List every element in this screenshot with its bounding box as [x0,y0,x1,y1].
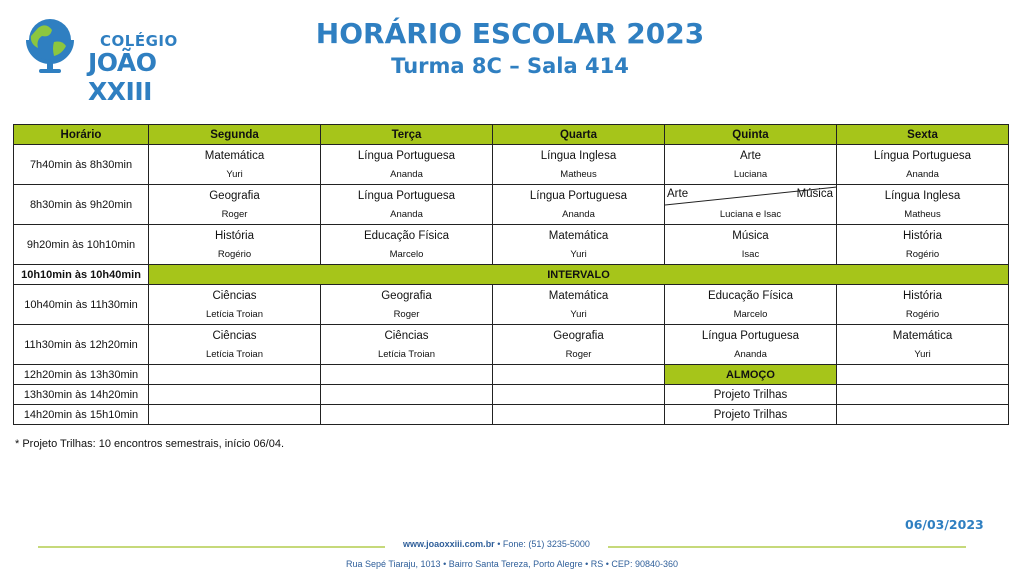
class-cell [493,185,665,225]
table-row [14,385,1009,405]
table-row [14,185,1009,225]
table-row [14,225,1009,265]
page-subtitle: Turma 8C – Sala 414 [391,54,629,78]
subject: Arte [739,150,762,162]
subject: História [903,230,942,242]
subject: Geografia [209,190,260,202]
teacher: Ananda [390,169,423,180]
teacher: Letícia Troian [205,309,264,320]
subject: Ciências [212,290,257,302]
teacher: Ananda [562,209,595,220]
header-quarta: Quarta [493,125,665,145]
empty-cell [149,405,321,425]
table-row [14,145,1009,185]
class-cell [321,225,493,265]
teacher: Marcelo [389,249,424,260]
logo-line-1: COLÉGIO [100,32,178,50]
class-cell [321,185,493,225]
time-cell: 10h40min às 11h30min [14,285,149,325]
footer-address: Rua Sepé Tiaraju, 1013 • Bairro Santa Tereza, Porto Alegre • RS • CEP: 90840-360 [346,559,678,569]
empty-cell [149,365,321,385]
class-cell [149,285,321,325]
project-cell: Projeto Trilhas [665,385,837,405]
logo-line-2: JOÃO XXIII [88,48,157,106]
header-sexta: Sexta [837,125,1009,145]
teacher: Yuri [570,249,587,260]
subject: Língua Portuguesa [873,150,972,162]
class-cell [321,325,493,365]
split-class-cell [665,185,837,225]
subject: Geografia [553,330,604,342]
subject: Matemática [204,150,265,162]
header-quinta: Quinta [665,125,837,145]
subject-right: Música [796,188,833,200]
table-row [14,405,1009,425]
teacher: Isac [741,249,760,260]
subject: Matemática [548,290,609,302]
empty-cell [837,365,1009,385]
teacher: Yuri [914,349,931,360]
footer-phone: • Fone: (51) 3235-5000 [494,539,590,549]
empty-cell [321,385,493,405]
subject: Língua Portuguesa [701,330,800,342]
teacher: Roger [393,309,420,320]
subject: Matemática [892,330,953,342]
class-cell [149,325,321,365]
teacher: Luciana [733,169,768,180]
class-cell [665,285,837,325]
class-cell [837,145,1009,185]
teacher: Roger [565,349,592,360]
empty-cell [493,405,665,425]
subject: Música [732,230,769,242]
break-label: INTERVALO [149,265,1009,285]
table-row [14,285,1009,325]
class-cell [149,185,321,225]
teacher: Yuri [226,169,243,180]
class-cell [665,225,837,265]
teacher: Marcelo [733,309,768,320]
time-cell: 8h30min às 9h20min [14,185,149,225]
teacher: Rogério [217,249,252,260]
empty-cell [837,385,1009,405]
globe-icon [20,12,84,76]
subject: Língua Inglesa [884,190,961,202]
table-row [14,365,1009,385]
teacher: Letícia Troian [377,349,436,360]
empty-cell [321,365,493,385]
subject: Educação Física [707,290,793,302]
page-header [290,16,730,80]
class-cell [321,285,493,325]
subject: Ciências [212,330,257,342]
empty-cell [149,385,321,405]
class-cell [837,285,1009,325]
class-cell [665,145,837,185]
class-cell [837,185,1009,225]
teacher: Letícia Troian [205,349,264,360]
header-segunda: Segunda [149,125,321,145]
class-cell [837,225,1009,265]
break-row [14,265,1009,285]
class-cell [665,325,837,365]
class-cell [149,225,321,265]
class-cell [493,325,665,365]
time-cell: 13h30min às 14h20min [14,385,149,405]
project-cell: Projeto Trilhas [665,405,837,425]
time-cell: 14h20min às 15h10min [14,405,149,425]
subject: Educação Física [363,230,449,242]
subject: Ciências [384,330,429,342]
school-logo [20,12,220,106]
subject: História [903,290,942,302]
document-date: 06/03/2023 [905,517,984,532]
teacher: Matheus [560,169,597,180]
subject-left: Arte [667,188,689,200]
teacher: Luciana e Isac [719,209,782,220]
class-cell [321,145,493,185]
teacher: Rogério [905,309,940,320]
teacher: Matheus [904,209,941,220]
subject: História [215,230,254,242]
teacher: Ananda [390,209,423,220]
time-cell: 12h20min às 13h30min [14,365,149,385]
lunch-label: ALMOÇO [665,365,837,385]
subject: Geografia [381,290,432,302]
time-cell: 9h20min às 10h10min [14,225,149,265]
time-cell: 10h10min às 10h40min [14,265,149,285]
time-cell: 11h30min às 12h20min [14,325,149,365]
footer-website-link[interactable]: www.joaoxxiii.com.br [403,539,495,549]
teacher: Ananda [906,169,939,180]
schedule-table [13,124,1009,425]
table-row [14,325,1009,365]
subject: Língua Portuguesa [529,190,628,202]
table-header-row [14,125,1009,145]
subject: Matemática [548,230,609,242]
class-cell [149,145,321,185]
footer-contact [385,539,608,549]
empty-cell [493,365,665,385]
empty-cell [837,405,1009,425]
class-cell [493,285,665,325]
class-cell [837,325,1009,365]
footnote: * Projeto Trilhas: 10 encontros semestrais, início 06/04. [15,438,285,450]
page-title: HORÁRIO ESCOLAR 2023 [315,17,705,50]
teacher: Rogério [905,249,940,260]
subject: Língua Portuguesa [357,190,456,202]
empty-cell [493,385,665,405]
class-cell [493,145,665,185]
subject: Língua Portuguesa [357,150,456,162]
empty-cell [321,405,493,425]
class-cell [493,225,665,265]
header-horario: Horário [14,125,149,145]
time-cell: 7h40min às 8h30min [14,145,149,185]
teacher: Ananda [734,349,767,360]
teacher: Roger [221,209,248,220]
teacher: Yuri [570,309,587,320]
header-terca: Terça [321,125,493,145]
subject: Língua Inglesa [540,150,617,162]
